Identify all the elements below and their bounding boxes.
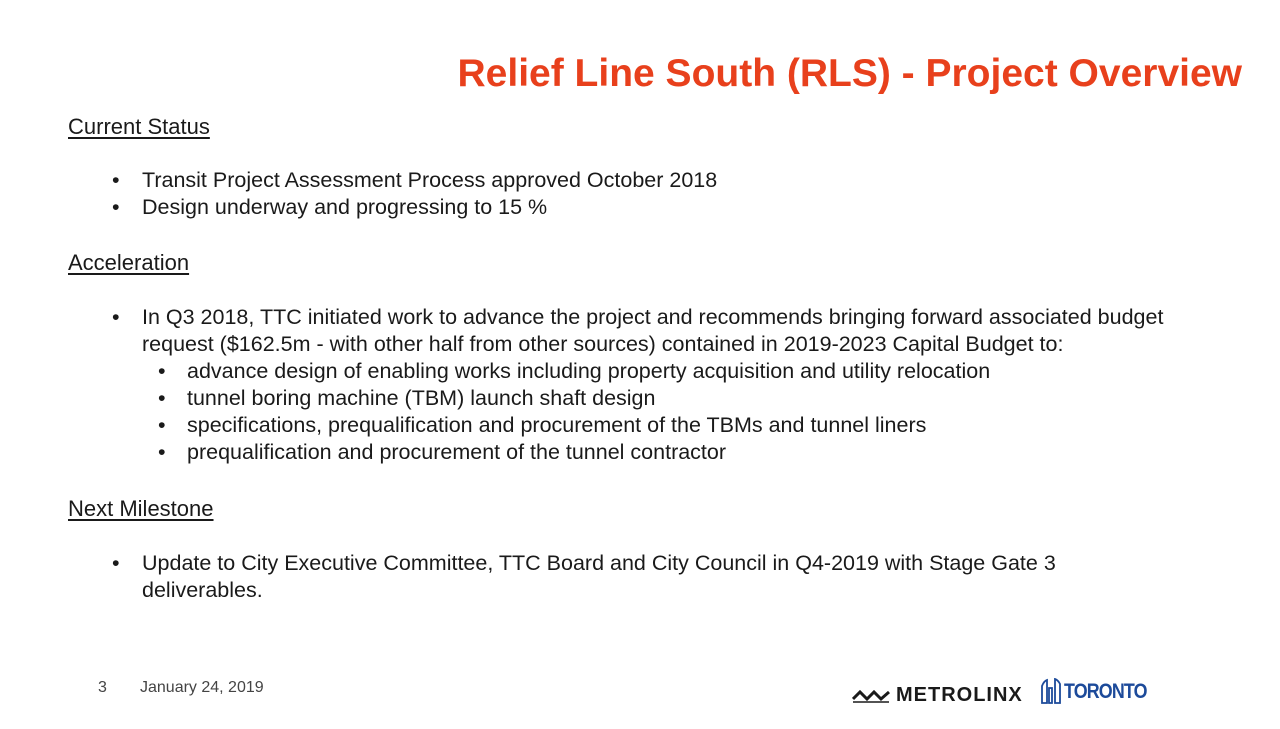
sub-list-item: • prequalification and procurement of the tunnel contractor (142, 439, 1212, 466)
list-item: • Transit Project Assessment Process approved October 2018 (112, 167, 1212, 194)
sub-list-item: • tunnel boring machine (TBM) launch shaft design (142, 385, 1212, 412)
acceleration-list (112, 304, 1212, 466)
sub-list-item: • specifications, prequalification and procurement of the TBMs and tunnel liners (142, 412, 1212, 439)
page-number: 3 (98, 679, 107, 696)
toronto-logo (1040, 678, 1161, 704)
next-milestone-list (112, 550, 1112, 604)
acceleration-sub-list (142, 358, 1212, 466)
current-status-list (112, 167, 1212, 221)
section-heading-current-status: Current Status (68, 114, 210, 139)
footer-date: January 24, 2019 (140, 679, 264, 696)
list-item: • Update to City Executive Committee, TTC Board and City Council in Q4-2019 with Stage Gate 3 deliverables. (112, 550, 1112, 604)
list-item: • Design underway and progressing to 15 % (112, 194, 1212, 221)
metrolinx-wave-icon (852, 689, 890, 703)
section-heading-next-milestone: Next Milestone (68, 496, 214, 521)
metrolinx-logo-text: METROLINX (896, 684, 1023, 706)
list-item (112, 304, 1212, 466)
section-heading-acceleration: Acceleration (68, 250, 190, 275)
list-item-text: In Q3 2018, TTC initiated work to advance the project and recommends bringing forward associated budget request ($162.5m - with other half from other sources) contained in 2019-2023 Capital Budget to: (142, 305, 1164, 356)
toronto-logo-text: TORONTO (1064, 680, 1147, 703)
slide-title: Relief Line South (RLS) - Project Overview (457, 52, 1242, 95)
metrolinx-logo (852, 684, 1023, 707)
sub-list-item: • advance design of enabling works including property acquisition and utility relocation (142, 358, 1212, 385)
toronto-city-hall-icon (1040, 678, 1062, 704)
